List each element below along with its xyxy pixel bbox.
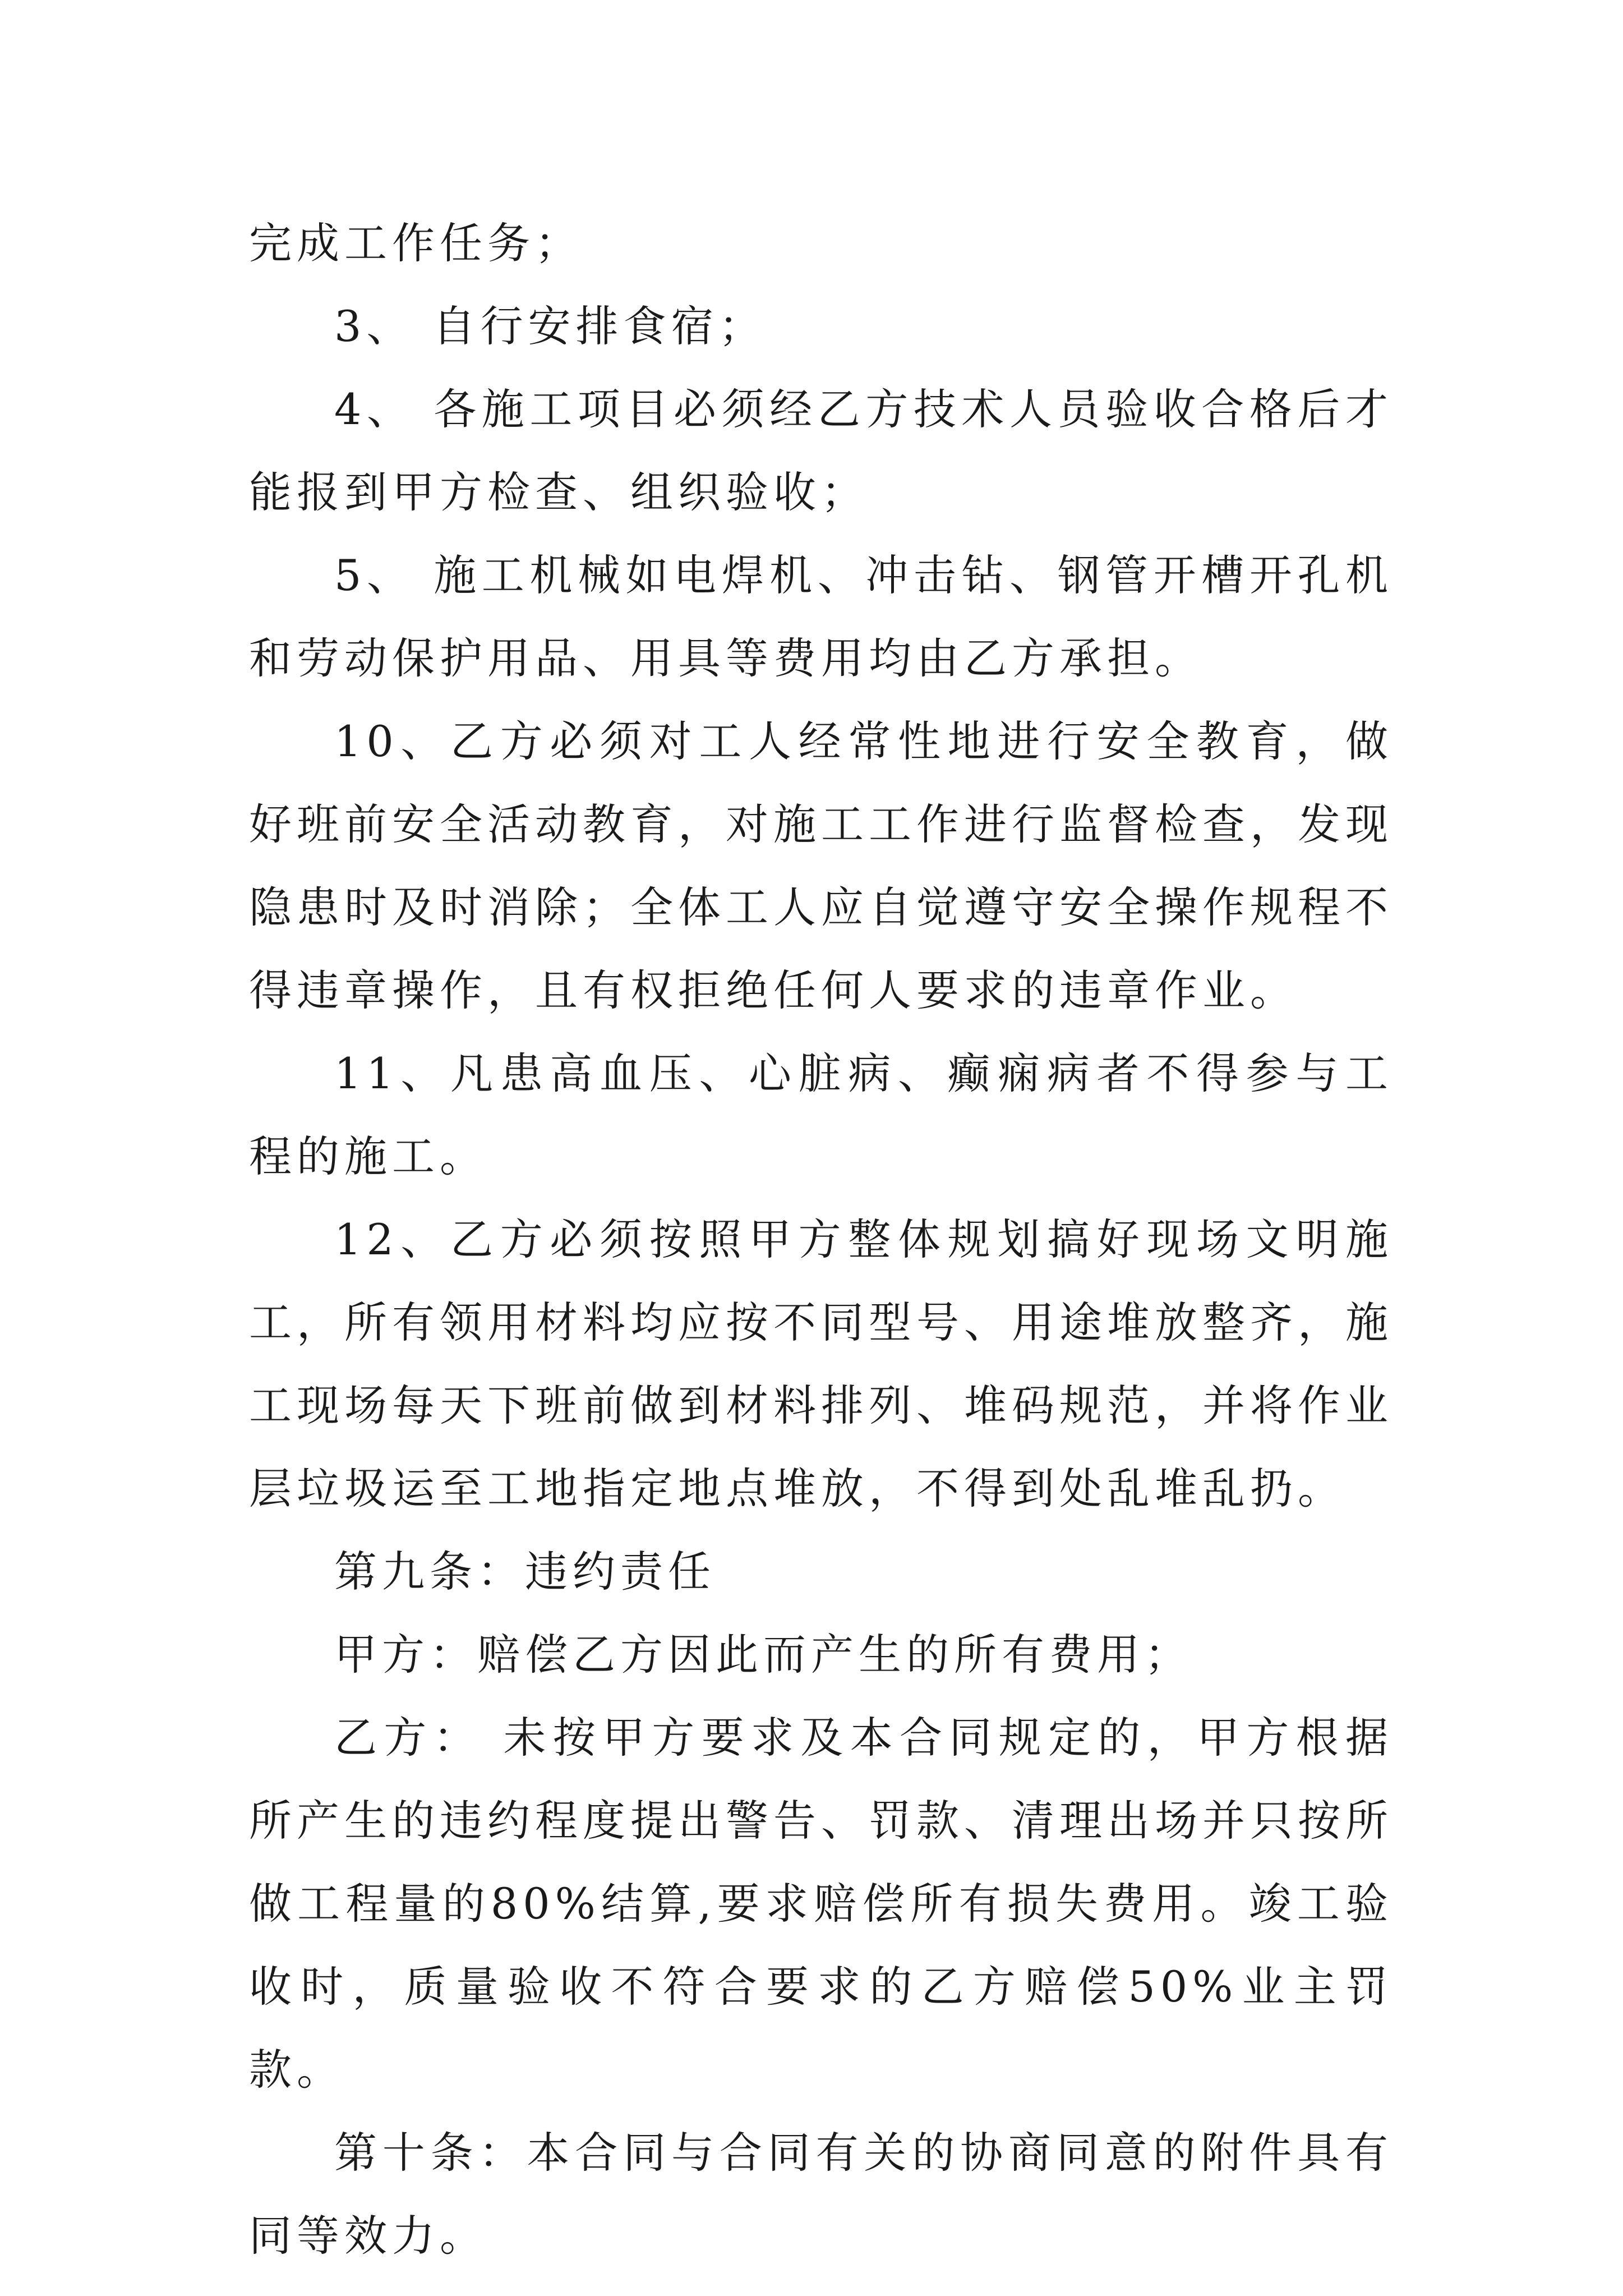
paragraph-article-10: 第十条：本合同与合同有关的协商同意的附件具有同等效力。 (249, 2128, 1393, 2261)
paragraph-item-11: 11、凡患高血压、心脏病、癫痫病者不得参与工程的施工。 (249, 1048, 1393, 1181)
paragraph-item-4: 4、 各施工项目必须经乙方技术人员验收合格后才能报到甲方检查、组织验收； (249, 384, 1393, 517)
paragraph-item-10: 10、乙方必须对工人经常性地进行安全教育，做好班前安全活动教育，对施工工作进行监督检查，发现隐患时及时消除；全体工人应自觉遵守安全操作规程不得违章操作，且有权拒绝任何人要求的违章作业。 (249, 716, 1393, 1015)
paragraph-continuation: 完成工作任务； (249, 218, 583, 268)
paragraph-item-12: 12、乙方必须按照甲方整体规划搞好现场文明施工，所有领用材料均应按不同型号、用途堆放整齐，施工现场每天下班前做到材料排列、堆码规范，并将作业层垃圾运至工地指定地点堆放，不得到处乱堆乱扔。 (249, 1214, 1393, 1513)
paragraph-party-a: 甲方：赔偿乙方因此而产生的所有费用； (334, 1630, 1192, 1680)
paragraph-item-5: 5、 施工机械如电焊机、冲击钻、钢管开槽开孔机和劳动保护用品、用具等费用均由乙方承担。 (249, 550, 1393, 683)
paragraph-item-3: 3、 自行安排食宿； (334, 301, 767, 351)
paragraph-party-b: 乙方： 未按甲方要求及本合同规定的，甲方根据所产生的违约程度提出警告、罚款、清理出场并只按所做工程量的80%结算,要求赔偿所有损失费用。竣工验收时，质量验收不符合要求的乙方赔偿50%业主罚款。 (249, 1713, 1393, 2095)
section-heading-article-9: 第九条：违约责任 (334, 1547, 716, 1596)
document-body (249, 202, 1393, 2277)
